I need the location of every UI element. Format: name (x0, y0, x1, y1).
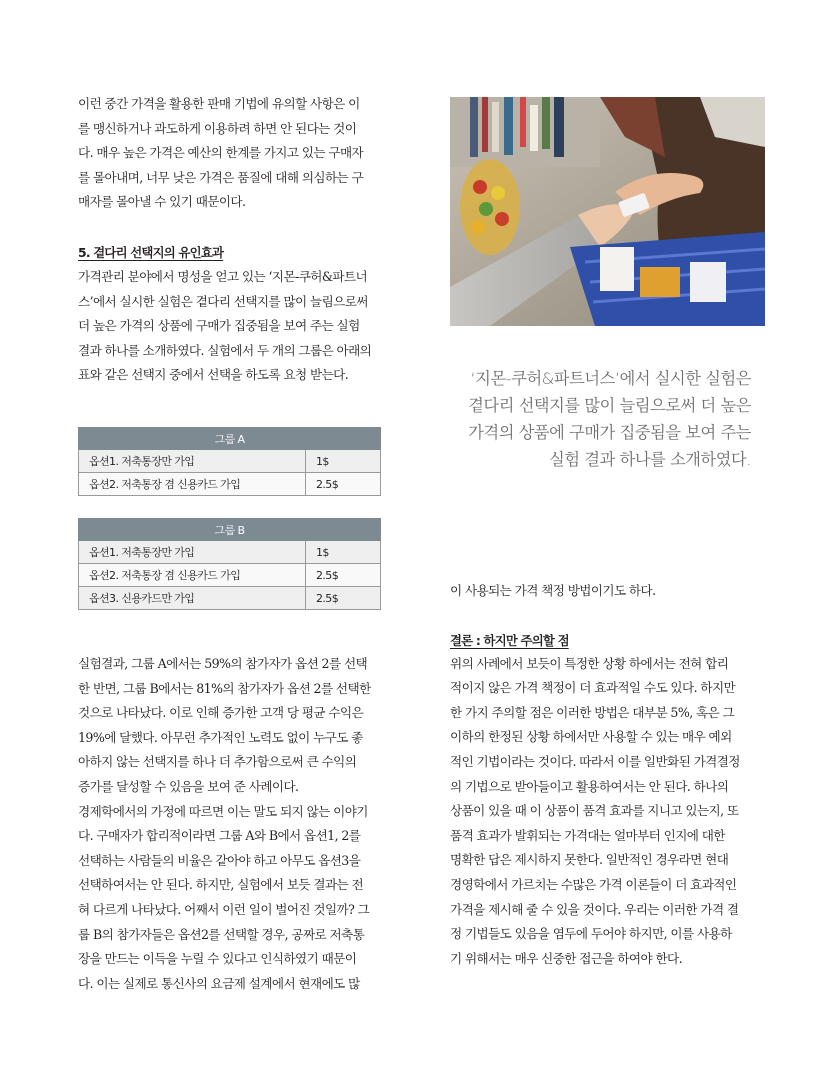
group-b-table (78, 518, 381, 610)
conclusion-heading: 결론 : 하지만 주의할 점 (450, 632, 569, 648)
table-row (79, 541, 381, 564)
option-cell: 옵션3. 신용카드만 가입 (79, 587, 306, 610)
table-row (79, 450, 381, 473)
continuation-text: 이 사용되는 가격 책정 방법이기도 하다. (450, 583, 656, 598)
section5-paragraph: 가격관리 분야에서 명성을 얻고 있는 ‘지몬-쿠허&파트너 스’에서 실시한 실험은 곁다리 선택지를 많이 늘림으로써 더 높은 가격의 상품에 구매가 집중됨을 보여 주는 실험 결과 하나를 소개하였다. 실험에서 두 개의 그룹은 아래의 표와 같은 선택지 중에서 선택을 하도록 요청 받는다. (78, 268, 372, 383)
section5-heading: 5. 곁다리 선택지의 유인효과 (78, 244, 224, 260)
option-cell: 옵션1. 저축통장만 가입 (79, 450, 306, 473)
photo-caption: ‘지몬-쿠허&파트너스’에서 실시한 실험은 곁다리 선택지를 많이 늘림으로써 더 높은 가격의 상품에 구매가 집중됨을 보여 주는 실험 결과 하나를 소개하였다. (468, 369, 751, 469)
price-cell: 1$ (306, 450, 381, 473)
group-a-header: 그룹 A (79, 428, 381, 450)
checkout-photo (450, 97, 765, 326)
table-row (79, 473, 381, 496)
left-column (78, 92, 381, 388)
results-paragraph: 실험결과, 그룹 A에서는 59%의 참가자가 옵션 2를 선택 한 반면, 그룹 B에서는 81%의 참가자가 옵션 2를 선택한 것으로 나타났다. 이로 인해 증가한 고객 당 평균 수익은 19%에 달했다. 아무런 추가적인 노력도 없이 누구도 좋 아하지 않는 선택지를 하나 더 추가함으로써 큰 수익의 증가를 달성할 수 있음을 보여 준 사례이다. 경제학에서의 가정에 따르면 이는 말도 되지 않는 이야기 다. 구매자가 합리적이라면 그룹 A와 B에서 옵션1, 2를 선택하는 사람들의 비율은 같아야 하고 아무도 옵션3을 선택하여서는 안 된다. 하지만, 실험에서 보듯 결과는 전 혀 다르게 나타났다. 어째서 이런 일이 벌어진 것일까? 그 룹 B의 참가자들은 옵션2를 선택할 경우, 공짜로 저축통 장을 만드는 이득을 누릴 수 있다고 인식하였기 때문이 다. 이는 실제로 통신사의 요금제 설계에서 현재에도 많 (78, 656, 371, 991)
price-cell: 1$ (306, 541, 381, 564)
conclusion-paragraph: 위의 사례에서 보듯이 특정한 상황 하에서는 전혀 합리 적이지 않은 가격 책정이 더 효과적일 수도 있다. 하지만 한 가지 주의할 점은 이러한 방법은 대부분 5%, 혹은 그 이하의 한정된 상황 하에서만 사용할 수 있는 매우 예외 적인 기법이라는 것이다. 따라서 이를 일반화된 가격결정 의 기법으로 받아들이고 활용하여서는 안 된다. 하나의 상품이 있을 때 이 상품이 품격 효과를 지니고 있는지, 또 품격 효과가 발휘되는 가격대는 얼마부터 인지에 대한 명확한 답은 제시하지 못한다. 일반적인 경우라면 현대 경영학에서 가르치는 수많은 가격 이론들이 더 효과적인 가격을 제시해 줄 수 있을 것이다. 우리는 이러한 가격 결 정 기법들도 있음을 염두에 두어야 하지만, 이를 사용하 기 위해서는 매우 신중한 접근을 하여야 한다. (450, 655, 740, 966)
table-row (79, 564, 381, 587)
group-a-table (78, 427, 381, 496)
intro-paragraph: 이런 중간 가격을 활용한 판매 기법에 유의할 사항은 이 를 맹신하거나 과도하게 이용하려 하면 안 된다는 것이 다. 매우 높은 가격은 예산의 한계를 가지고 있는 구매자 를 몰아내며, 너무 낮은 가격은 품질에 대해 의심하는 구 매자를 몰아낼 수 있기 때문이다. (78, 96, 364, 210)
option-cell: 옵션1. 저축통장만 가입 (79, 541, 306, 564)
price-cell: 2.5$ (306, 587, 381, 610)
option-cell: 옵션2. 저축통장 겸 신용카드 가입 (79, 564, 306, 587)
price-cell: 2.5$ (306, 473, 381, 496)
results-column (78, 652, 381, 996)
table-row (79, 587, 381, 610)
price-cell: 2.5$ (306, 564, 381, 587)
right-column (450, 579, 765, 971)
group-b-header: 그룹 B (79, 519, 381, 541)
option-cell: 옵션2. 저축통장 겸 신용카드 가입 (79, 473, 306, 496)
checkout-photo-illustration (450, 97, 765, 326)
